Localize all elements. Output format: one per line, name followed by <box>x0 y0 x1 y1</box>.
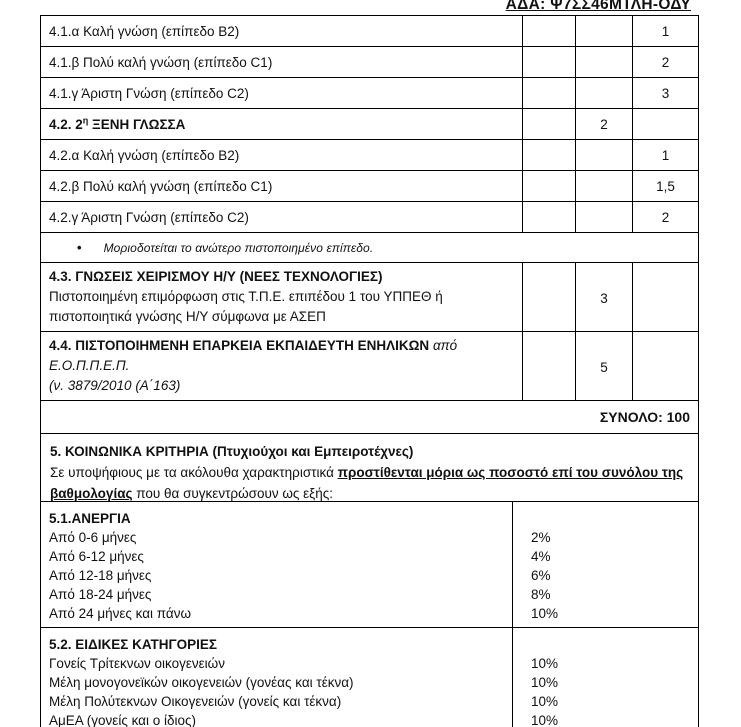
ordinal-superscript: η <box>82 115 89 125</box>
criterion-label <box>41 263 523 332</box>
points-cell <box>523 47 576 78</box>
criterion-label <box>41 332 523 401</box>
points-cell <box>576 47 633 78</box>
points-cell <box>523 140 576 171</box>
percentage-value: 4% <box>531 549 551 564</box>
points-cell <box>523 16 576 47</box>
special-categories-items-cell <box>41 628 513 727</box>
percentage-value: 10% <box>531 606 559 621</box>
criterion-title-source: από Ε.Ο.Π.Π.Ε.Π. <box>49 338 458 373</box>
table-row <box>41 140 699 171</box>
points-cell <box>633 109 699 140</box>
points-value: 2 <box>633 47 699 78</box>
points-value: 3 <box>576 263 633 332</box>
bullet-icon: • <box>77 240 82 255</box>
criterion-law-reference: (ν. 3879/2010 (Α΄163) <box>49 378 181 393</box>
points-cell <box>576 140 633 171</box>
percentage-value: 8% <box>531 587 551 602</box>
points-cell <box>576 16 633 47</box>
list-item: Από 0-6 μήνες <box>49 530 137 545</box>
table-row <box>41 78 699 109</box>
points-value: 1,5 <box>633 171 699 202</box>
table-row-total <box>41 401 699 434</box>
scoring-criteria-table <box>40 15 699 517</box>
percentage-value: 10% <box>531 675 559 690</box>
unemployment-items-cell <box>41 502 513 628</box>
criterion-label: 4.2. $2^\eta$ ΞΕΝΗ ΓΛΩΣΣΑ <box>41 109 523 140</box>
points-cell <box>633 332 699 401</box>
points-value: 1 <box>633 16 699 47</box>
spacer <box>531 635 698 654</box>
criterion-label: 4.1.α Καλή γνώση (επίπεδο Β2) <box>41 16 523 47</box>
points-cell <box>523 78 576 109</box>
percentage-value: 10% <box>531 713 559 727</box>
table-row <box>41 16 699 47</box>
unemployment-values-cell <box>513 502 699 628</box>
section-5-emphasis: προστίθενται μόρια ως ποσοστό επί του συνόλου της βαθμολογίας <box>50 465 684 501</box>
list-item: Μέλη Πολύτεκνων Οικογενειών (γονείς και τέκνα) <box>49 694 342 709</box>
list-item: Από 6-12 μήνες <box>49 549 144 564</box>
section-5-heading: 5. ΚΟΙΝΩΝΙΚΑ ΚΡΙΤΗΡΙΑ (Πτυχιούχοι και Εμπειροτέχνες) <box>50 444 414 459</box>
unemployment-heading: 5.1.ΑΝΕΡΓΙΑ <box>49 511 131 526</box>
table-row-section-4-2 <box>41 109 699 140</box>
table-row <box>41 47 699 78</box>
social-criteria-table <box>40 501 699 727</box>
list-item: Από 24 μήνες και πάνω <box>49 606 192 621</box>
criterion-label: 4.2.α Καλή γνώση (επίπεδο Β2) <box>41 140 523 171</box>
points-cell <box>523 263 576 332</box>
criterion-label: 4.2.β Πολύ καλή γνώση (επίπεδο C1) <box>41 171 523 202</box>
list-item: Γονείς Τρίτεκνων οικογενειών <box>49 656 225 671</box>
percentage-value: 10% <box>531 656 559 671</box>
points-cell <box>523 202 576 233</box>
spacer <box>531 509 698 528</box>
points-value: 1 <box>633 140 699 171</box>
criterion-label: 4.1.β Πολύ καλή γνώση (επίπεδο C1) <box>41 47 523 78</box>
table-row-note <box>41 233 699 263</box>
special-categories-values-cell <box>513 628 699 727</box>
list-item: Μέλη μονογονεϊκών οικογενειών (γονέας και τέκνα) <box>49 675 354 690</box>
points-cell <box>633 263 699 332</box>
percentage-value: 6% <box>531 568 551 583</box>
total-label: ΣΥΝΟΛΟ: 100 <box>41 401 699 434</box>
note-cell <box>41 233 699 263</box>
points-value: 3 <box>633 78 699 109</box>
table-row-section-4-4 <box>41 332 699 401</box>
table-row <box>41 202 699 233</box>
table-row-section-4-3 <box>41 263 699 332</box>
table-row-unemployment <box>41 502 699 628</box>
list-item: Από 12-18 μήνες <box>49 568 152 583</box>
criterion-title: 4.4. ΠΙΣΤΟΠΟΙΗΜΕΝΗ ΕΠΑΡΚΕΙΑ ΕΚΠΑΙΔΕΥΤΗ ΕΝΗΛΙΚΩΝ <box>49 338 430 353</box>
points-cell <box>576 202 633 233</box>
criterion-label: 4.1.γ Άριστη Γνώση (επίπεδο C2) <box>41 78 523 109</box>
special-categories-heading: 5.2. ΕΙΔΙΚΕΣ ΚΑΤΗΓΟΡΙΕΣ <box>49 637 217 652</box>
points-cell <box>576 171 633 202</box>
points-value: 2 <box>576 109 633 140</box>
criterion-description: Πιστοποιημένη επιμόρφωση στις Τ.Π.Ε. επιπέδου 1 του ΥΠΠΕΘ ή πιστοποιητικά γνώσης Η/Υ σύμφωνα με ΑΣΕΠ <box>49 289 443 324</box>
ada-protocol-stamp: ΑΔΑ: Ψ7ΣΣ46ΜΤΛΗ-ΟΔΥ <box>505 0 691 13</box>
points-cell <box>523 109 576 140</box>
note-text: Μοριοδοτείται το ανώτερο πιστοποιημένο επίπεδο. <box>103 240 374 255</box>
criterion-title: 4.3. ΓΝΩΣΕΙΣ ΧΕΙΡΙΣΜΟΥ Η/Υ (ΝΕΕΣ ΤΕΧΝΟΛΟΓΙΕΣ) <box>49 269 383 284</box>
table-row <box>41 171 699 202</box>
percentage-value: 2% <box>531 530 551 545</box>
table-row-special-categories <box>41 628 699 727</box>
points-cell <box>576 78 633 109</box>
list-item: Από 18-24 μήνες <box>49 587 152 602</box>
points-value: 2 <box>633 202 699 233</box>
points-cell <box>523 332 576 401</box>
criterion-label: 4.2.γ Άριστη Γνώση (επίπεδο C2) <box>41 202 523 233</box>
points-cell <box>523 171 576 202</box>
section-5-paragraph: Σε υποψήφιους με τα ακόλουθα χαρακτηριστικά προστίθενται μόρια ως ποσοστό επί του συνόλου της βαθμολογίας που θα συγκεντρώσουν ως εξής: <box>50 465 684 501</box>
percentage-value: 10% <box>531 694 559 709</box>
points-value: 5 <box>576 332 633 401</box>
list-item: ΑμΕΑ (γονείς και ο ίδιος) <box>49 713 196 727</box>
